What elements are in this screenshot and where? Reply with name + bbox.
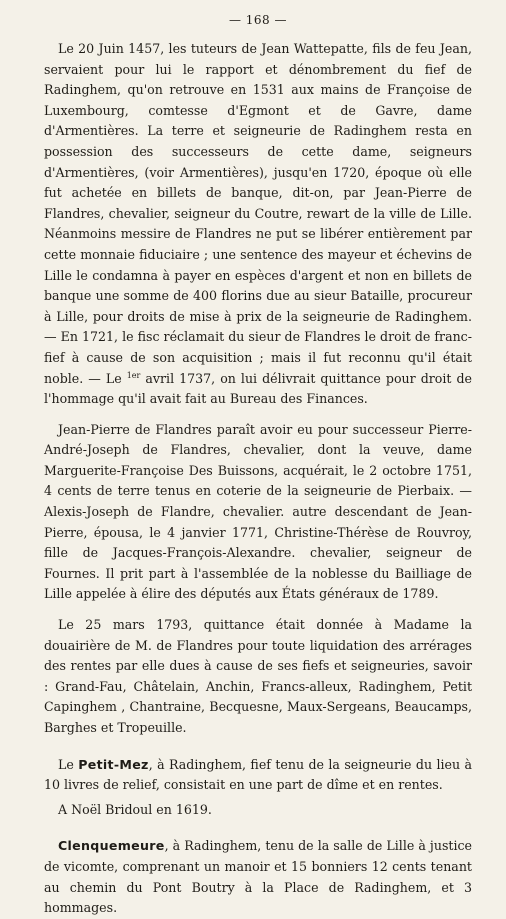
paragraph-succession: Jean-Pierre de Flandres paraît avoir eu pour successeur Pierre-André-Joseph de Flandres, chevalier, dont la veuve, dame Marguerite-Françoise Des Buissons, acquérait, le 2 octobre 1751, 4 cents de terre tenus en coterie de la seigneurie de Pierbaix. — Alexis-Joseph de Flandre, chevalier. autre descendant de Jean-Pierre, épousa, le 4 janvier 1771, Christine-Thérèse de Rouvroy, fille de Jacques-François-Alexandre. chevalier, seigneur de Fournes. Il prit part à l'assemblée de la noblesse du Bailliage de Lille appelée à élire des députés aux États généraux de 1789. <box>44 421 472 602</box>
ordinal-superscript: 1er <box>126 370 141 380</box>
paragraph-wattepatte-text-end: avril 1737, on lui délivrait quittance pour droit de l'hommage qu'il avait fait au Bureau des Finances. <box>44 370 472 407</box>
paragraph-wattepatte <box>44 39 472 410</box>
clenquemeure-text: , à Radinghem, tenu de la salle de Lille à justice de vicomte, comprenant un manoir et 15 bonniers 12 cents tenant au chemin du Pont Boutry à la Place de Radinghem, et 3 hommages. <box>44 838 472 916</box>
paragraph-clenquemeure <box>44 836 472 918</box>
petit-mez-prefix: Le <box>58 756 79 772</box>
paragraph-petit-mez <box>44 755 472 796</box>
fief-name-petit-mez: Petit-Mez <box>78 756 149 772</box>
petit-mez-text: , à Radinghem, fief tenu de la seigneurie du lieu à 10 livres de relief, consistait en une part de dîme et en rentes. <box>44 756 472 793</box>
paragraph-wattepatte-text: Le 20 Juin 1457, les tuteurs de Jean Wattepatte, fils de feu Jean, servaient pour lui le rapport et dénombrement du fief de Radinghem, qu'on retrouve en 1531 aux mains de Françoise de Luxembourg, comtesse d'Egmont et de Gavre, dame d'Armentières. La terre et seigneurie de Radinghem resta en possession des successeurs de cette dame, seigneurs d'Armentières, (voir Armentières), jusqu'en 1720, époque où elle fut achetée en billets de banque, dit-on, par Jean-Pierre de Flandres, chevalier, seigneur du Coutre, rewart de la ville de Lille. Néanmoins messire de Flandres ne put se libérer entièrement par cette monnaie fiduciaire ; une sentence des mayeur et échevins de Lille le condamna à payer en espèces d'argent et non en billets de banque une somme de 400 florins due au sieur Bataille, procureur à Lille, pour droits de mise à prix de la seigneurie de Radinghem. — En 1721, le fisc réclamait du sieur de Flandres le droit de franc-fief à cause de son acquisition ; mais il fut reconnu qu'il était noble. — Le <box>44 41 472 386</box>
paragraph-quittance-1793: Le 25 mars 1793, quittance était donnée à Madame la douairière de M. de Flandres pour toute liquidation des arrérages des rentes par elle dues à cause de ses fiefs et seigneuries, savoir : Grand-Fau, Châtelain, Anchin, Francs-alleux, Radinghem, Petit Capinghem , Chantraine, Becquesne, Maux-Sergeans, Beaucamps, Barghes et Tropeuille. <box>44 617 472 735</box>
paragraph-bridoul: A Noël Bridoul en 1619. <box>58 801 212 817</box>
fief-name-clenquemeure: Clenquemeure <box>58 838 165 854</box>
page-number: — 168 — <box>228 13 288 27</box>
